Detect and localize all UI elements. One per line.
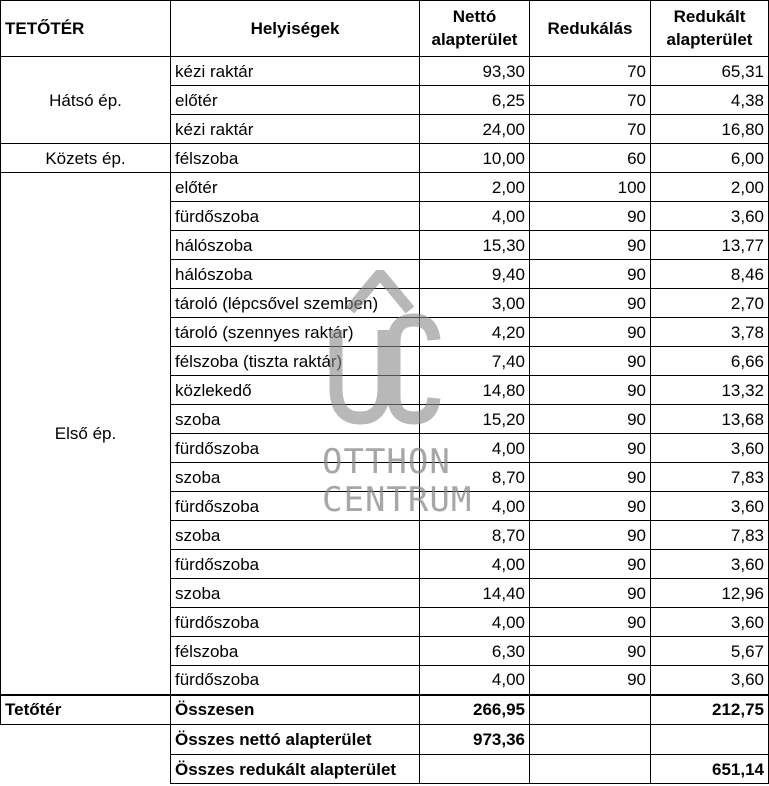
- header-reduced-line2: alapterület: [666, 29, 753, 49]
- room-cell: fürdőszoba: [171, 550, 420, 579]
- header-net: [420, 1, 530, 57]
- room-cell: hálószoba: [171, 260, 420, 289]
- reduced-area-cell: 65,31: [651, 57, 769, 86]
- reduction-cell: 90: [530, 202, 651, 231]
- net-area-cell: 6,25: [420, 86, 530, 115]
- reduced-area-cell: 13,77: [651, 231, 769, 260]
- reduction-cell: 90: [530, 608, 651, 637]
- reduction-cell: 90: [530, 434, 651, 463]
- reduction-cell: 90: [530, 260, 651, 289]
- watermark-line1: OTTHON: [322, 442, 451, 482]
- reduced-area-cell: 2,70: [651, 289, 769, 318]
- reduction-cell: 90: [530, 550, 651, 579]
- reduction-cell: 90: [530, 463, 651, 492]
- reduced-area-cell: 3,60: [651, 202, 769, 231]
- reduced-area-cell: 12,96: [651, 579, 769, 608]
- reduction-cell: 90: [530, 579, 651, 608]
- net-area-cell: 4,00: [420, 202, 530, 231]
- total-reduced-empty: [420, 755, 530, 784]
- reduced-area-cell: 3,60: [651, 434, 769, 463]
- room-cell: fürdőszoba: [171, 666, 420, 695]
- total-net-empty: [530, 725, 651, 755]
- net-area-cell: 4,00: [420, 434, 530, 463]
- room-cell: fürdőszoba: [171, 434, 420, 463]
- room-cell: szoba: [171, 463, 420, 492]
- net-area-cell: 4,00: [420, 550, 530, 579]
- room-cell: szoba: [171, 579, 420, 608]
- reduction-cell: 70: [530, 86, 651, 115]
- reduced-area-cell: 5,67: [651, 637, 769, 666]
- total-reduced-label: Összes redukált alapterület: [171, 755, 420, 784]
- net-area-cell: 14,80: [420, 376, 530, 405]
- reduced-area-cell: 3,60: [651, 492, 769, 521]
- reduction-cell: 90: [530, 637, 651, 666]
- room-cell: fürdőszoba: [171, 492, 420, 521]
- total-net-row: [1, 725, 769, 755]
- total-net-value: 973,36: [420, 725, 530, 755]
- net-area-cell: 8,70: [420, 521, 530, 550]
- net-area-cell: 10,00: [420, 144, 530, 173]
- reduction-cell: 90: [530, 231, 651, 260]
- blank-cell: [1, 755, 171, 784]
- watermark-line2: CENTRUM: [322, 480, 473, 520]
- total-reduced-row: [1, 755, 769, 784]
- reduction-cell: 90: [530, 289, 651, 318]
- reduction-cell: 100: [530, 173, 651, 202]
- building-cell: Közets ép.: [1, 144, 171, 173]
- sum-empty: [530, 695, 651, 725]
- header-row: [1, 1, 769, 57]
- room-cell: előtér: [171, 173, 420, 202]
- header-reduced-line1: Redukált: [673, 7, 746, 27]
- reduction-cell: 90: [530, 347, 651, 376]
- room-cell: hálószoba: [171, 231, 420, 260]
- net-area-cell: 4,00: [420, 492, 530, 521]
- reduction-cell: 70: [530, 115, 651, 144]
- reduced-area-cell: 13,32: [651, 376, 769, 405]
- room-cell: félszoba (tiszta raktár): [171, 347, 420, 376]
- reduced-area-cell: 7,83: [651, 521, 769, 550]
- reduction-cell: 90: [530, 376, 651, 405]
- net-area-cell: 8,70: [420, 463, 530, 492]
- reduced-area-cell: 3,60: [651, 666, 769, 695]
- header-rooms: Helyiségek: [171, 1, 420, 57]
- reduction-cell: 90: [530, 666, 651, 695]
- total-net-empty2: [651, 725, 769, 755]
- header-section: TETŐTÉR: [1, 1, 171, 57]
- table-row: [1, 144, 769, 173]
- reduced-area-cell: 3,60: [651, 550, 769, 579]
- net-area-cell: 2,00: [420, 173, 530, 202]
- room-cell: szoba: [171, 405, 420, 434]
- room-cell: fürdőszoba: [171, 202, 420, 231]
- room-cell: kézi raktár: [171, 57, 420, 86]
- net-area-cell: 7,40: [420, 347, 530, 376]
- room-cell: tároló (szennyes raktár): [171, 318, 420, 347]
- reduced-area-cell: 8,46: [651, 260, 769, 289]
- reduced-area-cell: 4,38: [651, 86, 769, 115]
- net-area-cell: 15,30: [420, 231, 530, 260]
- room-cell: kézi raktár: [171, 115, 420, 144]
- net-area-cell: 6,30: [420, 637, 530, 666]
- reduction-cell: 90: [530, 521, 651, 550]
- total-net-label: Összes nettó alapterület: [171, 725, 420, 755]
- reduced-area-cell: 13,68: [651, 405, 769, 434]
- reduced-area-cell: 3,78: [651, 318, 769, 347]
- reduction-cell: 90: [530, 318, 651, 347]
- reduced-area-cell: 7,83: [651, 463, 769, 492]
- net-area-cell: 93,30: [420, 57, 530, 86]
- room-cell: közlekedő: [171, 376, 420, 405]
- reduced-area-cell: 3,60: [651, 608, 769, 637]
- blank-cell: [1, 725, 171, 755]
- net-area-cell: 24,00: [420, 115, 530, 144]
- reduced-area-cell: 16,80: [651, 115, 769, 144]
- header-reduction: Redukálás: [530, 1, 651, 57]
- reduced-area-cell: 6,00: [651, 144, 769, 173]
- net-area-cell: 15,20: [420, 405, 530, 434]
- net-area-cell: 3,00: [420, 289, 530, 318]
- reduction-cell: 90: [530, 492, 651, 521]
- net-area-cell: 4,20: [420, 318, 530, 347]
- reduction-cell: 70: [530, 57, 651, 86]
- total-reduced-value: 651,14: [651, 755, 769, 784]
- room-cell: szoba: [171, 521, 420, 550]
- sum-net: 266,95: [420, 695, 530, 725]
- room-cell: fürdőszoba: [171, 608, 420, 637]
- header-reduced: [651, 1, 769, 57]
- reduced-area-cell: 6,66: [651, 347, 769, 376]
- net-area-cell: 9,40: [420, 260, 530, 289]
- net-area-cell: 4,00: [420, 666, 530, 695]
- sum-row: [1, 695, 769, 725]
- reduced-area-cell: 2,00: [651, 173, 769, 202]
- table-row: [1, 173, 769, 202]
- header-net-line1: Nettó: [452, 7, 497, 27]
- sum-label: Összesen: [171, 695, 420, 725]
- total-reduced-empty2: [530, 755, 651, 784]
- sum-section-label: Tetőtér: [1, 695, 171, 725]
- header-net-line2: alapterület: [431, 29, 518, 49]
- sum-reduced: 212,75: [651, 695, 769, 725]
- reduction-cell: 60: [530, 144, 651, 173]
- building-cell: Hátsó ép.: [1, 57, 171, 144]
- table-row: [1, 57, 769, 86]
- net-area-cell: 4,00: [420, 608, 530, 637]
- room-cell: előtér: [171, 86, 420, 115]
- building-cell: Első ép.: [1, 173, 171, 695]
- reduction-cell: 90: [530, 405, 651, 434]
- room-cell: félszoba: [171, 637, 420, 666]
- net-area-cell: 14,40: [420, 579, 530, 608]
- room-cell: félszoba: [171, 144, 420, 173]
- room-cell: tároló (lépcsővel szemben): [171, 289, 420, 318]
